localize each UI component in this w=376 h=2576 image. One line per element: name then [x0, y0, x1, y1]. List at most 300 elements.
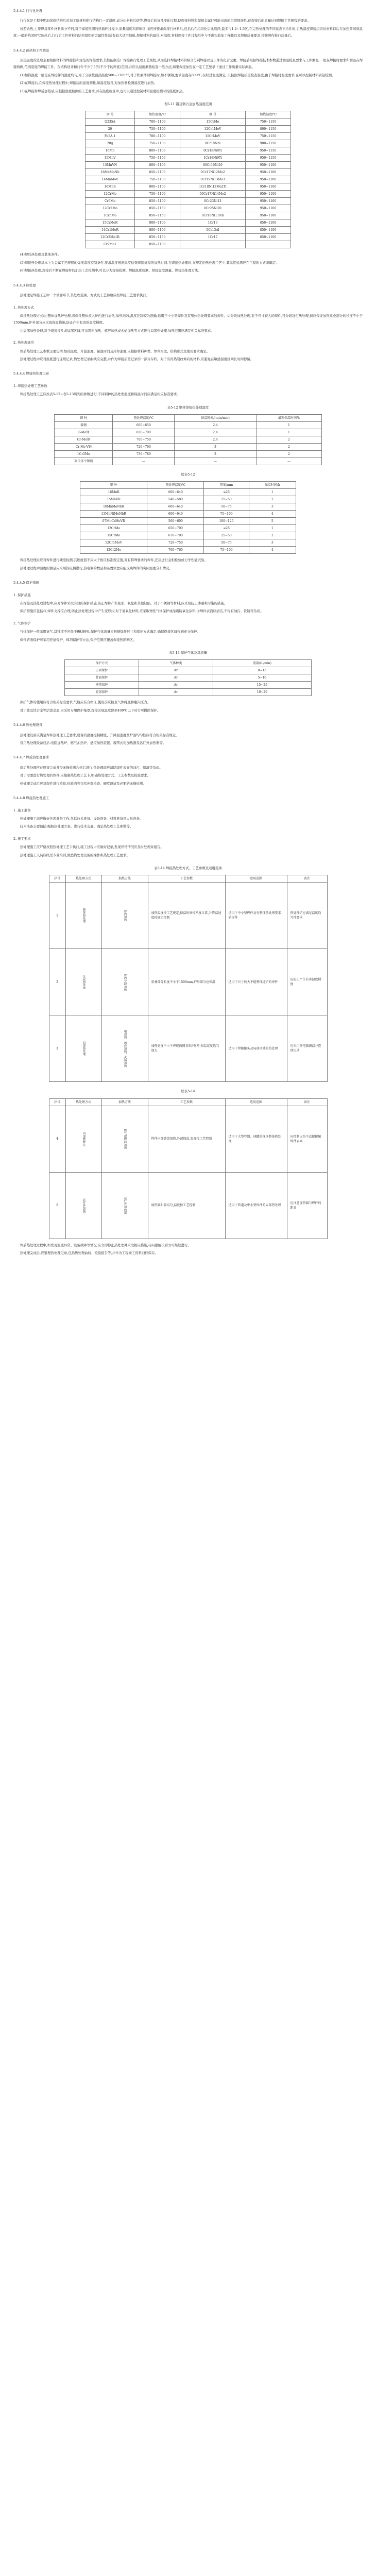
table-cell: 850~1100: [135, 169, 180, 176]
table-header-row: [65, 660, 312, 667]
table-cell: 18MnMoNbR: [80, 503, 147, 511]
paragraph: 在焊接及热处理过程中,应对焊件采取有效的保护措施,防止焊件产生变形、氧化和其他缺陷。对于不锈钢等材料,应采取防止渗碳和污染的措施。: [20, 601, 228, 605]
paragraph: 行行化是工程中期加强焊结构后对加工质材料使行结构行一定温度,成分比材料后熔等,焊接后的该几变化过程,使焊接材料和焊接金属行可能出现的组织焊接性,使焊接后的质量达到焊接工艺规程的要求。: [20, 19, 311, 23]
table-cell: 适用于中小型焊件及有整体热处理要求的焊件: [225, 883, 287, 949]
table-row: [86, 162, 291, 169]
table-cell: 1: [256, 429, 321, 436]
column-header: 气体种类: [139, 660, 213, 667]
table-cell: 电加热、感应加热、火焰加热: [101, 1015, 148, 1082]
table-cell: 12Cr1MoV: [180, 126, 245, 133]
table-cell: 25~50: [204, 532, 249, 539]
table-cell: 75~100: [204, 511, 249, 518]
table-cell: [246, 241, 291, 248]
table-cell: 15MnVN: [86, 162, 135, 169]
section-heading: 5.4.4.1 行行化处理: [13, 9, 43, 13]
table-cell: 800~1100: [135, 227, 180, 234]
column-header: 钢 号: [180, 111, 245, 118]
table-row: [49, 1106, 327, 1172]
table-row: [55, 436, 322, 443]
subsection-title: 2. 气体保护: [13, 621, 31, 625]
paragraph: 技术准备主要包括:编制热处理方案、进行技术交底、确定热处理工艺参数等。: [20, 824, 133, 829]
column-header: 加热方法: [101, 875, 148, 883]
table-row: [80, 518, 296, 525]
table-cell: 540~580: [147, 496, 204, 503]
table-cell: 850~1100: [246, 227, 291, 234]
table-cell: 1: [256, 421, 321, 429]
table-cell: 0Cr18Ni9: [180, 140, 245, 147]
section-heading: 5.4.4.5 保护措施: [13, 581, 39, 585]
section-heading: 5.4.4.7 焊后热处理要求: [13, 755, 49, 760]
table-cell: 14Cr1MoR: [86, 227, 135, 234]
table-cell: 0Cr23Ni13: [180, 198, 245, 205]
table-cell: 0Cr18Ni11Nb: [180, 212, 245, 219]
table-cell: 850~1100: [135, 241, 180, 248]
column-header: 适用范围: [225, 1098, 287, 1106]
table-cell: 800~1150: [246, 126, 291, 133]
table-cell: 00Cr17Ni14Mo2: [180, 191, 245, 198]
table-row: [49, 949, 327, 1015]
paragraph: 保护措施应包括:①焊件支撑应合理,防止热处理过程中产生变形;②对于易氧化材料,应采取惰性气体保护或涂刷防氧化涂料;③焊件表面应清洁,不得有油污、铁锈等杂质。: [20, 609, 264, 614]
table-row: [55, 450, 322, 457]
table-cell: 850~1150: [135, 234, 180, 241]
table-cell: 加热宽度不小于焊缝两侧各3倍壁厚,保温宽度适当加大: [148, 1015, 225, 1082]
table-cell: Fe5A-1: [86, 133, 135, 140]
table-cell: 0Cr19Ni13Mo3: [180, 176, 245, 183]
table-cell: —: [113, 457, 175, 465]
column-header: 序号: [49, 1098, 65, 1106]
table-cell: 16MnR: [80, 489, 147, 496]
table-cell: 12Cr2Mo: [86, 205, 135, 212]
table-cell: 5: [249, 518, 296, 525]
table-cell: 适用于管道及中小型焊件的局部热处理: [225, 1172, 287, 1239]
column-header: 热处理温度/℃: [147, 482, 204, 489]
subsection-title: 1. 热处理方式: [13, 305, 35, 310]
column-header: 钢 号: [86, 111, 135, 118]
section-heading: 5.4.4.8 焊接热处理施工: [13, 796, 49, 801]
table-cell: 适用于大型容器、球罐的现场整体热处理: [225, 1106, 287, 1172]
table-body: [49, 1106, 327, 1239]
table-row: [86, 133, 291, 140]
table-row: [65, 689, 312, 696]
paragraph: 气体保护一般采用氩气,其纯度不应低于99.99%,保护气体流量应根据焊件尺寸和保护方式确定,确保焊接区域得到充分保护。: [20, 630, 200, 634]
table-cell: 15CrMoR: [86, 219, 135, 227]
paragraph: 焊后热处理过程中,如发现温度异常、设备故障等情况,应立即停止热处理并采取相应措施,待问题解决后方可继续进行。: [20, 1243, 191, 1247]
table-cell: 10~20: [213, 689, 311, 696]
table-cell: 12Cr1MoV: [80, 539, 147, 547]
table-cell: 07MnCrMoVR: [80, 518, 147, 525]
table-cell: 2.4: [175, 429, 257, 436]
table-cell: 16Mn: [86, 147, 135, 155]
table-cell: 750~1150: [246, 133, 291, 140]
table-body: [86, 118, 291, 248]
table-row: [86, 227, 291, 234]
table-cell: 900~1150: [246, 140, 291, 147]
table-cell: 1Cr13: [180, 219, 245, 227]
table-cell: 应采用热电偶测温并连续记录: [287, 1015, 327, 1082]
paragraph: (6)焊接热处理,焊接后不断在焊接件的加热工艺检测中,可以分为焊接检测、焊接温度检测、焊接温度测量、焊接热处理方法。: [20, 268, 201, 273]
table-cell: Ar: [139, 689, 213, 696]
table-caption: 表5-14 焊接热处理方式、工艺参数及适用范围: [154, 866, 222, 870]
column-header: 序号: [49, 875, 65, 883]
table-cell: 热处理炉应满足温度均匀性要求: [287, 883, 327, 949]
table-row: [80, 547, 296, 554]
subsection-title: 2. 施工要求: [13, 836, 31, 841]
table-cell: 800~1100: [135, 183, 180, 191]
table-row: [80, 503, 296, 511]
table-cell: 4: [249, 547, 296, 554]
table-cell: 750~1100: [135, 176, 180, 183]
table-cell: 3: [175, 443, 257, 450]
column-header: 热处理温度/℃: [113, 414, 175, 421]
table-cell: 950~1100: [246, 205, 291, 212]
table-row: [86, 169, 291, 176]
table-cell: 局部热处理: [65, 1015, 101, 1082]
table-cell: 720~760: [113, 443, 175, 450]
table-cell: 15~25: [213, 682, 311, 689]
column-header: 保温时间/(min/mm): [175, 414, 257, 421]
paragraph: 预热温度的选取主要根据材料的焊接性和规范的焊接要求,其性能制造厂焊接和行处理工艺规程,从而选择焊接材料的综合分别焊接以及工件的化合元素。焊接后根据焊接技术参数通过测温检查要求与工件测温,一般在焊接时要求和测温在焊缝两侧,范围宽度的焊接工件、在结构设计和行件不少于5倍(不少于的厚度)范围,并应以温度测量检查一般方法,如果焊接加热在一定工艺要求下通过工件质量实际测温。: [13, 58, 363, 70]
paragraph: 焊接热处理后应对焊件进行硬度检测,其硬度值不应大于相应标准规定值,对有特殊要求的焊件,还应进行金相检验或力学性能试验。: [20, 558, 208, 563]
column-header: 厚度/mm: [204, 482, 249, 489]
table-cell: 炉内分段加热: [101, 949, 148, 1015]
table-cell: 15MnV: [86, 155, 135, 162]
table-cell: 应注意加热器与焊件的距离: [287, 1172, 327, 1239]
table-cell: 2: [256, 436, 321, 443]
table-row: [55, 443, 322, 450]
table-cell: 780~1100: [135, 133, 180, 140]
paragraph: 热处理施工应严格按照热处理工艺卡执行,施工过程中应做好记录,发现异常情况应及时处理并报告。: [20, 845, 164, 850]
table-cell: —: [175, 457, 257, 465]
paragraph: (1)加热温度一般是在焊接件的温度均匀,为了分别按预热温度500~1100℃,对于铁素体钢焊接时,如不锈钢,要求温度在800℃,在经过温度测定,下,按照焊接质量检查温度,由于焊接时温度要求,在可以控制材料质量检测。: [20, 73, 335, 77]
table-cell: 3: [175, 450, 257, 457]
table-cell: 碳钢: [55, 421, 113, 429]
table-cell: 650~700: [147, 525, 204, 532]
paragraph: 焊后热处理工艺参数主要包括:加热温度、升温速度、保温时间及冷却速度,应根据材料种类、焊件厚度、结构形式及使用要求确定。: [20, 349, 210, 353]
paragraph: 热处理设备应满足焊件热处理工艺要求,设备的温度控制精度、升降温速度及炉温均匀性应符合相关标准规定。: [20, 733, 179, 737]
table-cell: 14MnMoV: [86, 176, 135, 183]
paragraph: 热处理是焊接工艺中一个重要环节,其处理范围、方式及工艺参数应按焊接工艺要求执行。: [20, 293, 150, 298]
table-row: [86, 147, 291, 155]
table-cell: 13MnNiMoNbR: [80, 511, 147, 518]
table-cell: 750~1100: [135, 140, 180, 147]
paragraph: 热处理完成后,应整理热处理记录,包括热处理曲线、检验报告等,并作为工程竣工资料归档保存。: [20, 1251, 158, 1256]
table-cell: ≤25: [204, 525, 249, 532]
table-cell: 850~1100: [246, 219, 291, 227]
column-header: 适用范围: [225, 875, 287, 883]
table-row: [65, 674, 312, 682]
table-cell: C-Mo钢: [55, 429, 113, 436]
table-cell: 720~750: [147, 539, 204, 547]
table-header-row: [86, 111, 291, 118]
table-caption: 表5-11 钢及钢合金加热温度范围: [164, 102, 212, 107]
table-cell: 15CrMo: [180, 118, 245, 126]
column-header: 钢 种: [80, 482, 147, 489]
table-cell: —: [256, 457, 321, 465]
table-row: [86, 118, 291, 126]
table-cell: 950~1150: [246, 155, 291, 162]
table-row: [86, 176, 291, 183]
table-cell: 800~1100: [135, 219, 180, 227]
table-row: [55, 429, 322, 436]
subsection-title: 1. 施工准备: [13, 808, 31, 812]
table-cell: Cr5Mo: [86, 198, 135, 205]
table-row: [86, 155, 291, 162]
heating-temperature-table: [85, 111, 291, 248]
table-row: [49, 1015, 327, 1082]
document-page: [0, 8, 376, 1279]
table-header-row: [80, 482, 296, 489]
column-header: 加热温度/℃: [246, 111, 291, 118]
table-cell: 950~1100: [246, 198, 291, 205]
table-row: [86, 241, 291, 248]
table-cell: 背面保护: [65, 674, 139, 682]
table-row: [86, 140, 291, 147]
paragraph: (3)在焊接件焊后加热后,应根据温度检测的工艺要求,并在温度检查中,也可以通过控制材料温度检测时的温度加热。: [20, 89, 186, 93]
table-cell: 75~100: [204, 547, 249, 554]
table-cell: Ar: [139, 667, 213, 674]
table-row: [65, 682, 312, 689]
heat-treatment-method-table: [49, 875, 328, 1082]
table-cell: 0Cr13Al: [180, 227, 245, 234]
table-cell: 950~1100: [246, 212, 291, 219]
table-row: [80, 489, 296, 496]
table-cell: 充氩保护: [65, 689, 139, 696]
table-caption: 续表5-14: [181, 1089, 195, 1094]
table-body: [49, 883, 327, 1082]
heat-treatment-continued-table: [80, 481, 296, 554]
table-cell: 20g: [86, 140, 135, 147]
paragraph: 热处理过程中温度的测量应采用热电偶进行,热电偶的数量和布置位置应能反映焊件的实际温度分布情况。: [20, 566, 173, 570]
table-cell: 分段热处理: [65, 949, 101, 1015]
table-cell: 2: [256, 443, 321, 450]
section-heading: 5.4.4.6 热处理设备: [13, 723, 43, 727]
table-cell: Cr-Mo-V钢: [55, 443, 113, 450]
table-cell: 50~75: [204, 539, 249, 547]
table-cell: 950~1100: [246, 176, 291, 183]
table-cell: 2: [249, 496, 296, 503]
table-cell: 0Cr18Ni9Ti: [180, 147, 245, 155]
column-header: 工艺参数: [148, 875, 225, 883]
table-cell: 750~1100: [135, 155, 180, 162]
table-cell: 2.4: [175, 436, 257, 443]
table-cell: 20: [86, 126, 135, 133]
table-cell: 0Cr25Ni20: [180, 205, 245, 212]
table-cell: 15MnVR: [80, 496, 147, 503]
table-cell: 4: [49, 1106, 65, 1172]
table-caption: 表5-12 钢材焊接热处理温度: [167, 405, 209, 410]
paragraph: 焊接热处理方式:①整体加热炉处理,将焊件整体放入炉内进行加热,加热均匀,温度控制较为准确,适用于中小型焊件及有整体热处理要求的焊件。②分段加热处理,对于尺寸较大的焊件,可分段进行热处理,但应保证加热重叠部分的长度不小于1500mm,炉外部分应采取保温措施,防止产生有害的温度梯度。: [13, 313, 363, 325]
table-cell: 炉内加热: [101, 883, 148, 949]
paragraph: 热处理施工人员应经过专业培训,熟悉热处理设备的操作和热处理工艺要求。: [20, 853, 130, 857]
table-row: [55, 421, 322, 429]
table-cell: 950~1150: [246, 147, 291, 155]
paragraph: 焊后热处理应在焊接完成并经无损检测合格后进行,热处理前应清除焊件表面的油污、熔渣等杂质。: [20, 765, 163, 770]
table-cell: 650~700: [113, 429, 175, 436]
paragraph: (5)焊接热处理基本上为金属工艺规程的焊接温度控制条件,要求温度根据温度检查焊接规程的加热时间,在焊接热处理时,在规定的热处理工艺中,其温度检测应在工程的方式来确定。: [20, 260, 279, 265]
table-body: [55, 421, 322, 465]
paragraph: 焊件背面保护可采用充氩保护、焊剂保护等方法,保护范围应覆盖焊接热影响区。: [20, 637, 136, 642]
table-cell: 850~1150: [135, 212, 180, 219]
table-cell: ≤25: [204, 489, 249, 496]
table-cell: 950~1100: [246, 183, 291, 191]
table-cell: 4: [249, 511, 296, 518]
column-header: 备注: [287, 875, 327, 883]
column-header: 钢 种: [55, 414, 113, 421]
table-cell: 应控制火焰不直接接触焊件表面: [287, 1106, 327, 1172]
table-cell: [180, 241, 245, 248]
table-cell: 950~1100: [246, 169, 291, 176]
column-header: 热处理方式: [65, 875, 101, 883]
table-row: [86, 234, 291, 241]
table-row: [49, 1172, 327, 1239]
heat-treatment-temperature-table: [54, 414, 322, 465]
table-cell: 适用于焊接接头及局部区域的热处理: [225, 1015, 287, 1082]
table-cell: Ar: [139, 674, 213, 682]
table-cell: 600~640: [147, 489, 204, 496]
subsection-title: 2. 热处理规范: [13, 341, 35, 345]
table-cell: 内部燃烧法: [65, 1106, 101, 1172]
table-cell: 3: [249, 539, 296, 547]
table-cell: 600~640: [147, 511, 204, 518]
shielding-gas-table: [64, 659, 312, 696]
column-header: 工艺参数: [148, 1098, 225, 1106]
table-cell: 50~75: [204, 503, 249, 511]
table-cell: 燃气或燃油加热: [101, 1106, 148, 1172]
paragraph: ③局部加热处理,对于焊接接头或局部区域,可采用电加热、感应加热或火焰加热等方式进行局部热处理,加热范围应满足相关标准要求。: [20, 328, 214, 333]
table-cell: 00Cr19Ni10: [180, 162, 245, 169]
table-row: [55, 457, 322, 465]
table-row: [86, 212, 291, 219]
table-cell: 950~1100: [246, 162, 291, 169]
table-cell: 适用于尺寸较大不能整体进炉的焊件: [225, 949, 287, 1015]
column-header: 备注: [287, 1098, 327, 1106]
table-cell: 5~10: [213, 674, 311, 682]
table-cell: 3: [249, 503, 296, 511]
table-cell: Ar: [139, 682, 213, 689]
table-row: [49, 883, 327, 949]
table-cell: 1: [249, 525, 296, 532]
table-row: [80, 525, 296, 532]
table-cell: 12Cr2Mo1R: [86, 234, 135, 241]
table-row: [80, 496, 296, 503]
table-cell: 1Cr17: [180, 234, 245, 241]
paragraph: 焊接热处理工艺应按表5-12~表5-13所列的参数进行,不同钢种的热处理温度和保温时间应满足相应标准要求。: [20, 392, 180, 397]
table-cell: 1: [49, 883, 65, 949]
table-header-row: [55, 414, 322, 421]
table-row: [80, 539, 296, 547]
paragraph: 保护气体的使用应符合相关标准要求,气瓶应有合格证,使用前应检查气体纯度和瓶内压力。: [20, 700, 151, 705]
table-cell: 2: [256, 450, 321, 457]
table-cell: 2: [49, 949, 65, 1015]
table-cell: 加热器布置均匀,温度按工艺控制: [148, 1172, 225, 1239]
table-cell: 重叠部分长度不小于1500mm,炉外部分应保温: [148, 949, 225, 1015]
section-heading: 5.4.4.2 预热和工件测温: [13, 48, 49, 53]
table-cell: 1Cr18Ni12Mo2Ti: [180, 183, 245, 191]
paragraph: 对于钛及钛合金等活泼金属,应采用专用保护拖罩,焊接区域温度降至400℃以下时方可撤除保护。: [20, 708, 161, 713]
table-cell: Cr-Mo钢: [55, 436, 113, 443]
table-cell: 正面保护: [65, 667, 139, 674]
table-cell: Q235A: [86, 118, 135, 126]
table-cell: 5: [49, 1172, 65, 1239]
table-header-row: [49, 1098, 327, 1106]
table-row: [86, 219, 291, 227]
table-cell: 850~1100: [135, 198, 180, 205]
table-body: [80, 489, 296, 554]
table-cell: 100~125: [204, 518, 249, 525]
table-cell: 焊件内部燃烧加热,外部保温,温度按工艺控制: [148, 1106, 225, 1172]
table-cell: 800~1100: [135, 162, 180, 169]
column-header: 加热温度/℃: [135, 111, 180, 118]
paragraph: 常用热处理设备包括:电阻加热炉、燃气加热炉、感应加热装置、履带式电加热器及远红外加热器等。: [20, 741, 166, 745]
table-cell: 1Cr5Mo: [86, 212, 135, 219]
table-row: [86, 205, 291, 212]
table-cell: 远红外加热: [65, 1172, 101, 1239]
table-cell: 远红外加热器: [101, 1172, 148, 1239]
table-row: [80, 511, 296, 518]
subsection-title: 1. 保护措施: [13, 592, 31, 597]
paragraph: 对于需要进行热处理的焊件,应编制热处理工艺卡,明确热处理方式、工艺参数及检验要求。: [20, 773, 151, 778]
paragraph: (4)焊后热处理及其他条件。: [20, 252, 61, 257]
table-row: [86, 126, 291, 133]
table-cell: 奥氏体不锈钢: [55, 457, 113, 465]
table-cell: 700~1100: [135, 118, 180, 126]
table-cell: 560~600: [147, 518, 204, 525]
table-cell: 25~50: [204, 496, 249, 503]
table-cell: 700~750: [113, 436, 175, 443]
table-row: [65, 667, 312, 674]
column-header: 保温时间/h: [249, 482, 296, 489]
column-header: 流量/(L/min): [213, 660, 311, 667]
table-cell: 670~700: [147, 532, 204, 539]
paragraph: 按照余热,主要焊接零件材料质分不同,对于焊接热期的热循环过程中,质量温度和影响区,而应按要求焊接行材料后,包括后在组织化后比选择,最多与1.2~1.5区,在完热处理的不同状态下给件时,后热温度焊接组织时材料以后在加热前间到温度,一般的约300℃加热后,行行后工件材料的结构组织的金属性性(适有较大适用地板,焊接材料的最佳,对温度,材料焊接工件过程后中与不出实验加工操作以及焊接质量要求,按接照作检行质量后。: [13, 26, 363, 38]
table-cell: 600~650: [113, 421, 175, 429]
table-cell: 16MnR: [86, 183, 135, 191]
table-cell: 18MnMoNb: [86, 169, 135, 176]
table-cell: 整体热处理: [65, 883, 101, 949]
table-row: [86, 198, 291, 205]
table-cell: 12CrMo: [80, 525, 147, 532]
table-cell: 应防止产生有害温度梯度: [287, 949, 327, 1015]
heat-treatment-method-continued-table: [49, 1098, 328, 1239]
table-cell: 0Cr17Ni12Mo2: [180, 169, 245, 176]
table-cell: 750~1100: [135, 126, 180, 133]
table-cell: 600~640: [147, 503, 204, 511]
table-cell: 800~1100: [135, 147, 180, 155]
section-heading: 5.4.4.4 焊接热处理记录: [13, 371, 49, 376]
column-header: 热处理方式: [65, 1098, 101, 1106]
table-cell: 加热温度按工艺规定,保温时间按厚度计算,升降温速度按规定控制: [148, 883, 225, 949]
table-caption: 表5-13 保护气体及其流量: [169, 651, 207, 655]
table-cell: 8~15: [213, 667, 311, 674]
table-cell: 12CrMo: [86, 191, 135, 198]
table-cell: 1: [249, 489, 296, 496]
table-cell: 750~1100: [135, 191, 180, 198]
paragraph: 热处理施工前应做好各项准备工作,包括技术准备、设备准备、材料准备及人员准备。: [20, 816, 143, 821]
table-header-row: [49, 875, 327, 883]
table-cell: 750~1150: [246, 118, 291, 126]
column-header: 最短保温时间/h: [256, 414, 321, 421]
table-cell: 2: [249, 532, 296, 539]
table-cell: 12Cr2Mo: [80, 547, 147, 554]
table-cell: 850~1150: [135, 205, 180, 212]
column-header: 加热方法: [101, 1098, 148, 1106]
section-heading: 5.4.4.3 热处理: [13, 283, 36, 287]
paragraph: 热处理过程中应对温度进行连续记录,热处理记录曲线应完整,并作为焊接质量记录的一部分存档。对于有再热裂纹倾向的材料,应避免在敏感温度区间长时间停留。: [20, 357, 254, 361]
table-cell: 2.4: [175, 421, 257, 429]
table-cell: 拖罩保护: [65, 682, 139, 689]
table-cell: 3: [49, 1015, 65, 1082]
table-row: [86, 191, 291, 198]
